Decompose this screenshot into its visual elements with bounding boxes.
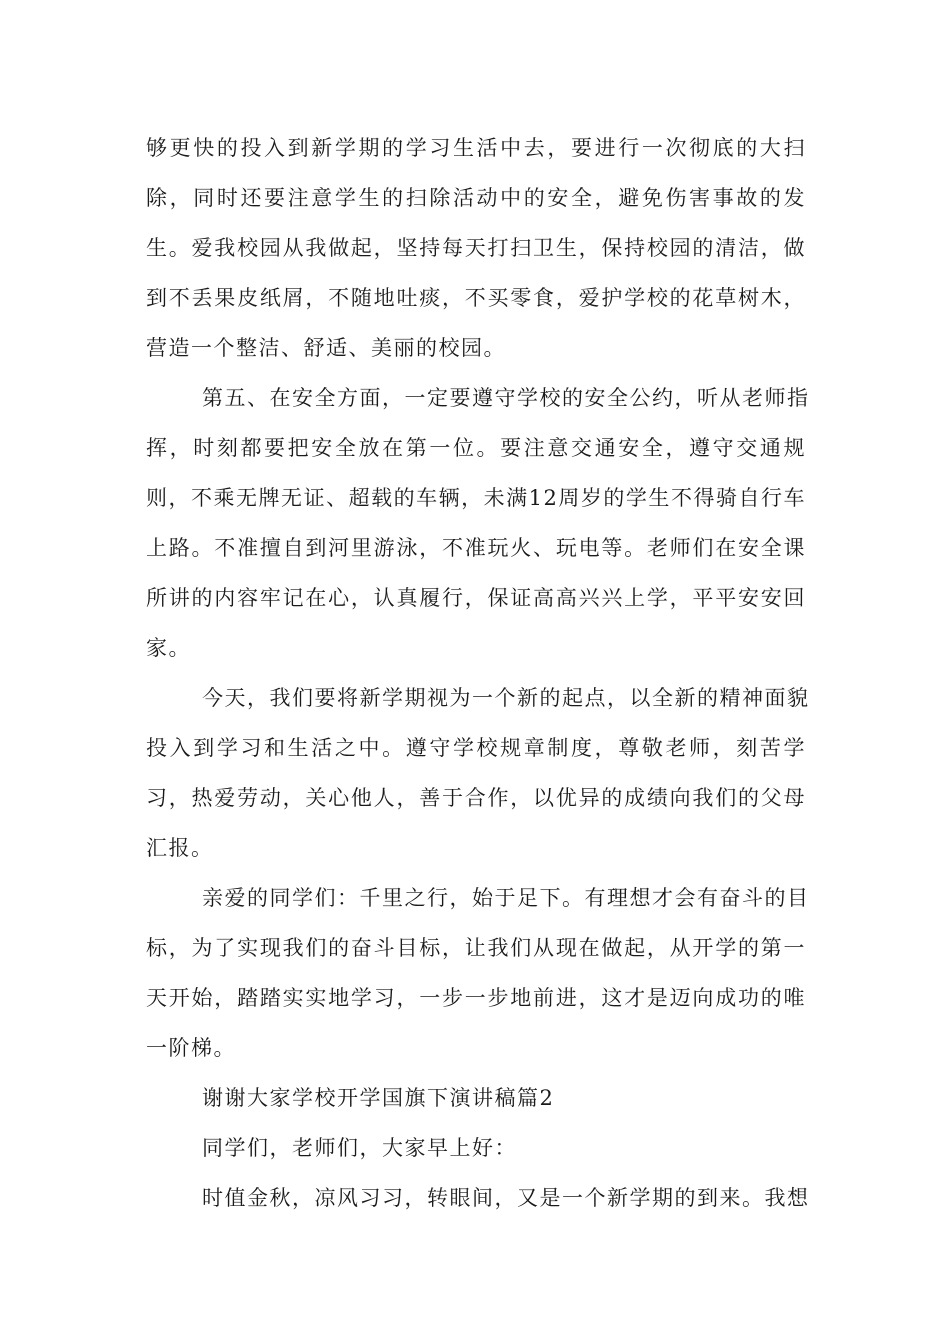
paragraph-line: 一阶梯。 (146, 1036, 236, 1060)
paragraph-line: 亲爱的同学们：千里之行，始于足下。有理想才会有奋斗的目 (202, 886, 810, 910)
paragraph-line: 家。 (146, 636, 191, 660)
paragraph-line: 挥，时刻都要把安全放在第一位。要注意交通安全，遵守交通规 (146, 436, 806, 460)
paragraph-line: 除，同时还要注意学生的扫除活动中的安全，避免伤害事故的发 (146, 186, 806, 210)
paragraph-line: 标，为了实现我们的奋斗目标，让我们从现在做起，从开学的第一 (146, 936, 806, 960)
paragraph-line: 上路。不准擅自到河里游泳，不准玩火、玩电等。老师们在安全课 (146, 536, 806, 560)
paragraph-line: 汇报。 (146, 836, 214, 860)
paragraph-line: 投入到学习和生活之中。遵守学校规章制度，尊敬老师，刻苦学 (146, 736, 806, 760)
paragraph-line: 到不丢果皮纸屑，不随地吐痰，不买零食，爱护学校的花草树木， (146, 286, 806, 310)
paragraph-line: 第五、在安全方面，一定要遵守学校的安全公约，听从老师指 (202, 386, 810, 410)
paragraph-line: 生。爱我校园从我做起，坚持每天打扫卫生，保持校园的清洁，做 (146, 236, 806, 260)
paragraph-line: 够更快的投入到新学期的学习生活中去，要进行一次彻底的大扫 (146, 136, 806, 160)
section-heading: 谢谢大家学校开学国旗下演讲稿篇2 (202, 1086, 555, 1110)
paragraph-line: 所讲的内容牢记在心，认真履行，保证高高兴兴上学，平平安安回 (146, 586, 806, 610)
paragraph-line: 营造一个整洁、舒适、美丽的校园。 (146, 336, 506, 360)
paragraph-line: 今天，我们要将新学期视为一个新的起点，以全新的精神面貌 (202, 686, 810, 710)
paragraph-line: 则，不乘无牌无证、超载的车辆，未满12周岁的学生不得骑自行车 (146, 486, 806, 510)
paragraph-line: 习，热爱劳动，关心他人，善于合作，以优异的成绩向我们的父母 (146, 786, 806, 810)
paragraph-line: 时值金秋，凉风习习，转眼间，又是一个新学期的到来。我想 (202, 1186, 810, 1210)
paragraph-line: 天开始，踏踏实实地学习，一步一步地前进，这才是迈向成功的唯 (146, 986, 806, 1010)
salutation-line: 同学们，老师们，大家早上好： (202, 1136, 517, 1160)
